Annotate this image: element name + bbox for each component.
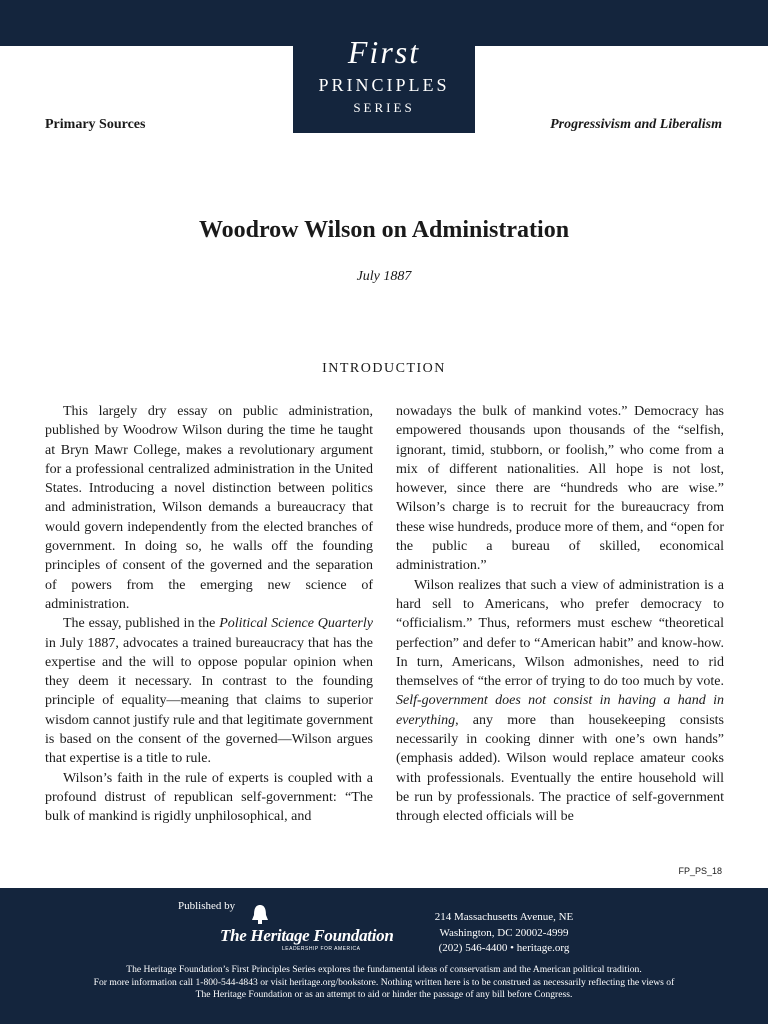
left-column (45, 402, 373, 827)
paragraph (396, 576, 724, 827)
published-by-label: Published by (178, 900, 236, 912)
logo-tagline: LEADERSHIP FOR AMERICA (282, 946, 361, 952)
heritage-foundation-logo (220, 904, 394, 954)
document-date: July 1887 (356, 269, 412, 284)
paragraph: Wilson’s faith in the rule of experts is coupled with a profound distrust of republican self-government: “The bulk of mankind is rigidly unphilosophical, and (45, 770, 373, 825)
right-column (396, 402, 724, 827)
logo-text: The Heritage Foundation (220, 926, 394, 945)
category-label: Primary Sources (45, 117, 146, 132)
paragraph-text: in July 1887, advocates a trained bureaucracy that has the expertise and the will to oppose popular opinion when they deem it necessary. In contrast to the founding principle of equality—meaning that claims to superior wisdom cannot justify rule and that legitimate government is based on the consent of the governed—Wilson argues that expertise is a title to rule. (45, 635, 373, 767)
emphasized-quote: Self-government does not consist in having a hand in everything (396, 693, 724, 728)
journal-title: Political Science Quarterly (219, 616, 373, 632)
paragraph-text: The essay, published in the (63, 616, 220, 632)
series-logo (293, 0, 475, 133)
contact-line: (202) 546-4400 • heritage.org (438, 942, 570, 954)
disclaimer-line: The Heritage Foundation or as an attempt to aid or hinder the passage of any bill before Congress. (195, 989, 573, 1001)
section-heading: INTRODUCTION (322, 361, 446, 376)
document-code: FP_PS_18 (678, 866, 722, 876)
topic-label: Progressivism and Liberalism (550, 117, 722, 132)
address-block (400, 910, 608, 957)
liberty-bell-icon (250, 904, 270, 926)
series-label: SERIES (353, 100, 415, 115)
series-script-title: First (347, 34, 421, 70)
paragraph: nowadays the bulk of mankind votes.” Democracy has empowered thousands upon thousands of the “selfish, ignorant, timid, stubborn, or foolish,” who come from a mix of different nationalities. All hope is not lost, however, since there are “hundreds who are wise.” Wilson’s charge is to recruit for the bureaucracy from these wise hundreds, produce more of them, and “open for the public a bureau of skilled, economical administration.” (396, 404, 724, 574)
paragraph-text: Wilson realizes that such a view of administration is a hard sell to Americans, who prefer democracy to “officialism.” Thus, reformers must eschew “theoretical perfection” and defer to “American habit” and know-how. In turn, Americans, Wilson admonishes, need to rid themselves of “the error of trying to do too much by vote. (396, 577, 724, 690)
series-principles-label: PRINCIPLES (318, 75, 450, 95)
disclaimer-line: For more information call 1-800-544-4843 or visit heritage.org/bookstore. Nothing written here is to be construed as necessarily reflecting the views of (93, 976, 675, 988)
footer (0, 888, 768, 1024)
paragraph (45, 614, 373, 768)
address-line: Washington, DC 20002-4999 (439, 926, 569, 939)
document-title: Woodrow Wilson on Administration (198, 217, 570, 243)
disclaimer-line: The Heritage Foundation’s First Principles Series explores the fundamental ideas of conservatism and the American political tradition. (126, 964, 642, 975)
address-line: 214 Massachusetts Avenue, NE (434, 911, 574, 923)
paragraph-text: , any more than housekeeping consists necessarily in cooking dinner with one’s own hands” (emphasis added). Wilson would replace amateur cooks with professionals. Eventually the entire household will be run by professionals. The practice of self-government through elected officials will be (396, 712, 724, 825)
disclaimer (40, 964, 728, 1002)
paragraph: This largely dry essay on public administration, published by Woodrow Wilson during the time he taught at Bryn Mawr College, makes a revolutionary argument for a professional centralized administration in the United States. Introducing a novel distinction between politics and administration, Wilson demands a bureaucracy that would govern independently from the elected branches of government. In doing so, he walls off the founding principles of consent of the governed and the separation of powers from the emerging new science of administration. (45, 404, 373, 612)
